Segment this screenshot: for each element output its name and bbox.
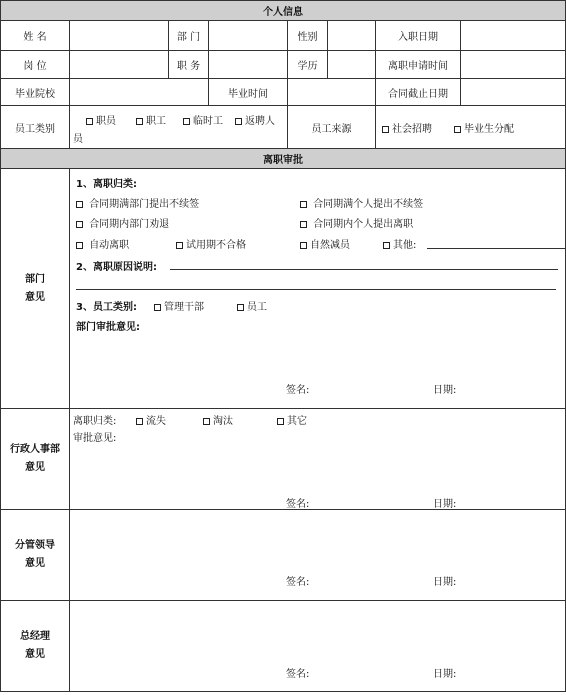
dept-opt-2[interactable]: 合同期满个人提出不续签	[300, 195, 423, 210]
checkbox-icon	[183, 118, 190, 125]
other-underline[interactable]	[427, 248, 566, 249]
checkbox-icon	[300, 242, 307, 249]
gm-opinion-label: 总经理 意见	[1, 601, 70, 692]
hr-opinion-area	[70, 409, 566, 510]
approval-header	[1, 149, 566, 169]
checkbox-icon	[76, 201, 83, 208]
checkbox-icon	[300, 201, 307, 208]
hr-date-label: 日期:	[433, 499, 457, 510]
gender-field[interactable]	[328, 21, 376, 51]
gm-opinion-area	[70, 601, 566, 692]
checkbox-icon	[383, 242, 390, 249]
education-label: 学历	[288, 51, 328, 79]
opt-temp[interactable]: 临时工	[183, 112, 223, 127]
dept-opt-6[interactable]: 试用期不合格	[176, 236, 246, 251]
school-label: 毕业院校	[1, 79, 70, 106]
education-field[interactable]	[328, 51, 376, 79]
checkbox-icon	[76, 221, 83, 228]
opt-grad[interactable]: 毕业生分配	[454, 120, 514, 135]
dept-opt-7[interactable]: 自然减员	[300, 236, 350, 251]
gender-label: 性别	[288, 21, 328, 51]
post-field[interactable]	[70, 51, 169, 79]
dept-field[interactable]	[209, 21, 288, 51]
dept-opinion-area	[70, 169, 566, 409]
personal-info-title: 个人信息	[263, 7, 303, 18]
dept-q1: 1、离职归类:	[76, 179, 137, 190]
hr-sign-label: 签名:	[286, 499, 310, 510]
reason-underline-2[interactable]	[76, 289, 556, 290]
hr-approval-label: 审批意见:	[73, 433, 117, 444]
dept-date-label: 日期:	[433, 385, 457, 396]
checkbox-icon	[235, 118, 242, 125]
opt-rehire[interactable]: 返聘人	[235, 112, 275, 127]
dept-opt-4[interactable]: 合同期内个人提出离职	[300, 215, 413, 230]
dept-opt-8[interactable]: 其他:	[383, 236, 416, 251]
leader-date-label: 日期:	[433, 577, 457, 588]
dept-sign-label: 签名:	[286, 385, 310, 396]
contract-end-field[interactable]	[461, 79, 566, 106]
name-label: 姓 名	[1, 21, 70, 51]
dept-approval-label: 部门审批意见:	[76, 322, 140, 333]
checkbox-icon	[154, 304, 161, 311]
source-label: 员工来源	[288, 106, 376, 149]
opt-worker[interactable]: 职工	[136, 112, 166, 127]
emp-type-label: 员工类别	[1, 106, 70, 149]
checkbox-icon	[277, 418, 284, 425]
hr-opinion-label: 行政人事部 意见	[1, 409, 70, 510]
checkbox-icon	[382, 126, 389, 133]
dept-opt-10[interactable]: 员工	[237, 298, 267, 313]
duty-field[interactable]	[209, 51, 288, 79]
checkbox-icon	[176, 242, 183, 249]
resign-apply-time-label: 离职申请时间	[376, 51, 461, 79]
checkbox-icon	[203, 418, 210, 425]
dept-opt-1[interactable]: 合同期满部门提出不续签	[76, 195, 199, 210]
grad-time-label: 毕业时间	[209, 79, 288, 106]
dept-opt-5[interactable]: 自动离职	[76, 236, 129, 251]
checkbox-icon	[237, 304, 244, 311]
leader-opinion-area	[70, 510, 566, 601]
checkbox-icon	[454, 126, 461, 133]
dept-opinion-label: 部门 意见	[1, 169, 70, 409]
reason-underline-1[interactable]	[170, 269, 558, 270]
join-date-field[interactable]	[461, 21, 566, 51]
hr-category-label: 离职归类:	[73, 416, 117, 427]
dept-opt-9[interactable]: 管理干部	[154, 298, 204, 313]
grad-time-field[interactable]	[288, 79, 376, 106]
checkbox-icon	[86, 118, 93, 125]
join-date-label: 入职日期	[376, 21, 461, 51]
leader-opinion-label: 分管领导 意见	[1, 510, 70, 601]
opt-rehire-wrap: 员	[73, 134, 83, 145]
hr-opt-2[interactable]: 淘汰	[203, 412, 233, 427]
checkbox-icon	[136, 418, 143, 425]
hr-opt-1[interactable]: 流失	[136, 412, 166, 427]
personal-info-header	[1, 1, 566, 21]
leader-sign-label: 签名:	[286, 577, 310, 588]
school-field[interactable]	[70, 79, 209, 106]
checkbox-icon	[76, 242, 83, 249]
name-field[interactable]	[70, 21, 169, 51]
hr-opt-3[interactable]: 其它	[277, 412, 307, 427]
dept-label: 部 门	[169, 21, 209, 51]
post-label: 岗 位	[1, 51, 70, 79]
emp-type-options	[70, 106, 288, 149]
gm-date-label: 日期:	[433, 669, 457, 680]
opt-social[interactable]: 社会招聘	[382, 120, 432, 135]
checkbox-icon	[300, 221, 307, 228]
opt-staff[interactable]: 职员	[86, 112, 116, 127]
contract-end-label: 合同截止日期	[376, 79, 461, 106]
gm-sign-label: 签名:	[286, 669, 310, 680]
checkbox-icon	[136, 118, 143, 125]
approval-title: 离职审批	[263, 155, 303, 166]
dept-opt-3[interactable]: 合同期内部门劝退	[76, 215, 169, 230]
source-options	[376, 106, 566, 149]
dept-q3: 3、员工类别:	[76, 302, 137, 313]
dept-q2: 2、离职原因说明:	[76, 262, 157, 273]
duty-label: 职 务	[169, 51, 209, 79]
resign-apply-time-field[interactable]	[461, 51, 566, 79]
